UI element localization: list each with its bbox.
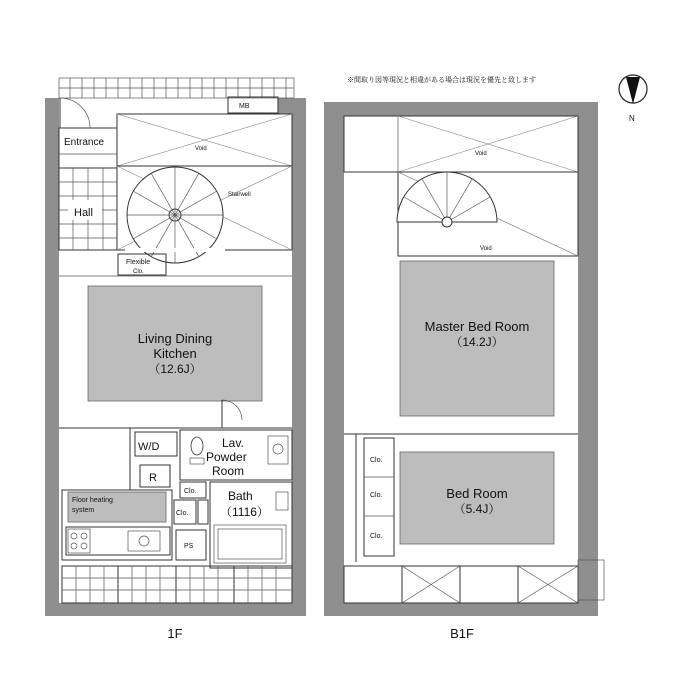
wall-1f-bottom (45, 603, 306, 616)
kitchen-heat-line1: Floor heating (72, 497, 113, 504)
mb-label: MB (239, 103, 250, 110)
terrace-1f (62, 566, 292, 603)
wall-1f-top-right (278, 98, 306, 114)
floor-1f-caption: 1F (167, 626, 183, 641)
kitchen-heat-line2: system (72, 507, 95, 514)
void-1f-label: Void (195, 146, 207, 152)
flexible-label: Flexible (126, 259, 151, 266)
ldk-name-line1: Living Dining (137, 331, 213, 346)
wd-label: W/D (138, 441, 160, 453)
closet-b1f-label-3: Clo. (370, 533, 383, 540)
ldk-size: （12.6J） (148, 362, 202, 376)
flexible-clo-label: Clo. (133, 269, 144, 275)
wall-b1f-left (324, 102, 344, 616)
bedroom-label: Bed Room (446, 486, 508, 501)
entrance-area (59, 128, 117, 168)
pipe-space-label: PS (184, 543, 194, 550)
spiral-stair-b1f (397, 172, 578, 256)
void-b1f (344, 116, 578, 172)
mb-box (228, 97, 278, 113)
spiral-stair-1f (117, 166, 292, 263)
disclaimer-note: ※間取り図等現況と相違がある場合は現況を優先と致します (347, 77, 536, 84)
lav-door (222, 400, 242, 428)
terrace-b1f (344, 560, 604, 603)
closet-b1f-label-1: Clo. (370, 457, 383, 464)
stairwell-label: Stairwell (228, 192, 251, 198)
lav-label-line3: Room (212, 464, 245, 478)
shaft-1f (198, 500, 208, 524)
closet-b1f-label-2: Clo. (370, 492, 383, 499)
ldk-name-line2: Kitchen (153, 346, 197, 361)
bedroom-size: （5.4J） (453, 502, 501, 516)
north-arrow-icon (619, 75, 647, 123)
wall-b1f-bottom (324, 603, 598, 616)
wall-b1f-top (324, 102, 598, 116)
master-bedroom-size: （14.2J） (450, 335, 504, 349)
floor-b1f (324, 102, 604, 641)
north-label: N (629, 114, 635, 123)
kitchen-counter (66, 527, 170, 555)
closet-1f-b-label: Clo. (176, 510, 189, 517)
bath-label: Bath (228, 489, 253, 503)
hall-label: Hall (74, 207, 93, 219)
closet-1f-a-label: Clo. (184, 488, 197, 495)
entrance-tile-band (59, 78, 294, 98)
wall-b1f-right (578, 102, 598, 616)
refrigerator-label: R (149, 472, 157, 484)
lav-label-line2: Powder (206, 450, 247, 464)
stair-void-b1f-label: Void (480, 246, 492, 252)
floor-1f (45, 78, 306, 641)
bath-size: （1116） (220, 505, 269, 519)
entrance-label: Entrance (64, 137, 105, 148)
master-bedroom-label: Master Bed Room (424, 319, 530, 334)
void-b1f-label: Void (475, 151, 487, 157)
wall-1f-top-left (45, 98, 59, 120)
entrance-door (60, 98, 90, 128)
lav-label-line1: Lav. (222, 436, 244, 450)
wall-1f-left (45, 98, 59, 616)
floor-b1f-caption: B1F (450, 626, 474, 641)
wall-1f-right (292, 98, 306, 616)
void-1f (117, 114, 292, 166)
